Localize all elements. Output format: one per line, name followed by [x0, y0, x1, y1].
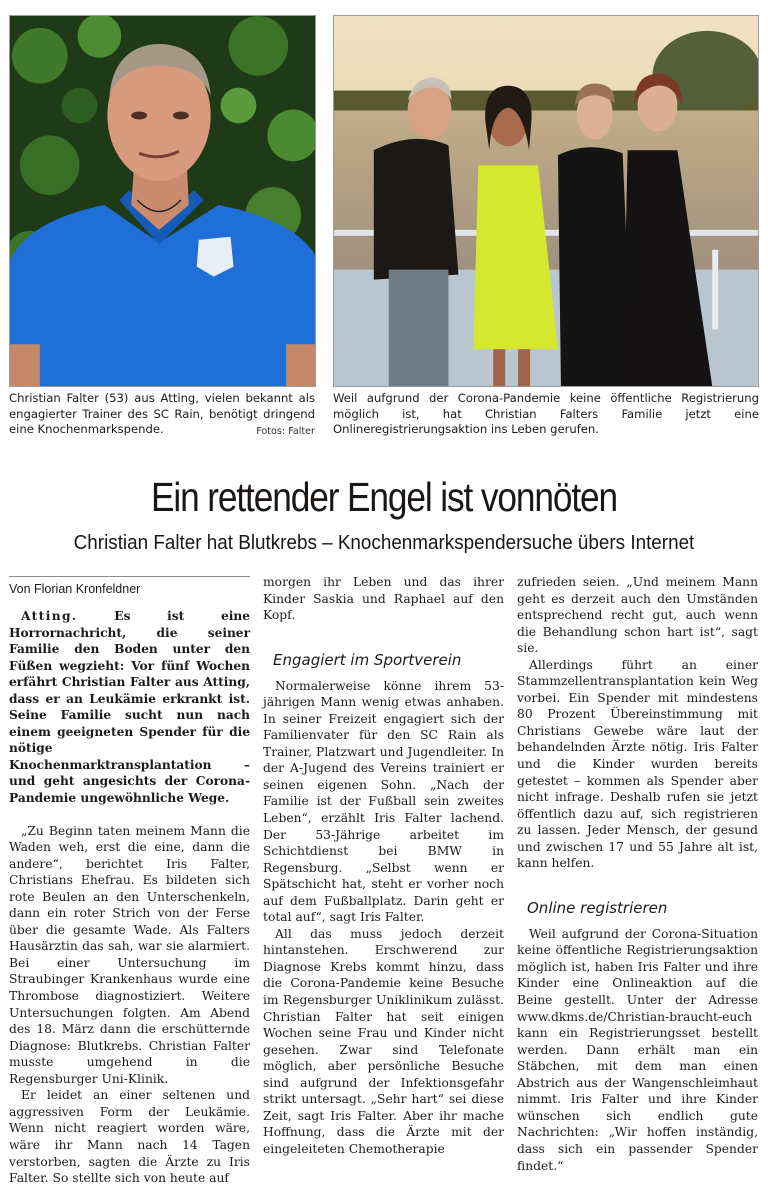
lead-text: Es ist eine Horrornachricht, die seiner Familie den Boden unter den Füßen wegzieht: Vor fünf Wochen erfährt Christian Falter aus Atting, dass er an Leukämie erkrankt ist. Seine Familie sucht nun nach einem geeigneten Spender für die nötige Knochenmarktransplantation – und geht angesichts der Corona-Pandemie ungewöhnliche Wege. [9, 609, 250, 806]
photo-caption-left [9, 391, 315, 440]
byline-divider [9, 576, 250, 577]
article-subheadline: Christian Falter hat Blutkrebs – Knochenmarkspendersuche übers Internet [73, 531, 695, 554]
paragraph: „Zu Beginn taten meinem Mann die Waden weh, erst die eine, dann die andere“, berichtet Iris Falter, Christians Ehefrau. Es bildeten sich rote Beulen an den Unterschenkeln, dann ein roter Strich von der Ferse über die gesamte Wade. Als Falters Hausärztin das sah, war sie alarmiert. Bei einer Untersuchung im Straubinger Krankenhaus wurde eine Thrombose diagnostiziert. Weitere Untersuchungen folgten. Am Abend des 18. März dann die erschütternde Diagnose: Blutkrebs. Christian Falter musste umgehend in die Regensburger Uni-Klinik. [9, 823, 250, 1086]
caption-text: Weil aufgrund der Corona-Pandemie keine öffentliche Registrierung möglich ist, hat Christian Falters Familie jetzt eine Onlineregistrierungsaktion ins Leben gerufen. [333, 391, 759, 436]
paragraph-continued: morgen ihr Leben und das ihrer Kinder Saskia und Raphael auf den Kopf. [263, 575, 504, 623]
article-headline: Ein rettender Engel ist vonnöten [150, 474, 618, 520]
article-column-1 [9, 574, 250, 1187]
section-heading: Online registrieren [527, 898, 668, 917]
article-column-2 [263, 574, 504, 1158]
byline: Von Florian Kronfeldner [9, 582, 141, 596]
caption-text: Christian Falter (53) aus Atting, vielen bekannt als engagierter Trainer des SC Rain, benötigt dringend eine Knochenmarkspende. [9, 391, 315, 436]
paragraph: Weil aufgrund der Corona-Situation keine öffentliche Registrierungsaktion möglich ist, haben Iris Falter und ihre Kinder eine Onlineaktion auf die Beine gestellt. Unter der Adresse www.dkms.de/Christian-braucht-euch kann ein Registrierungsset bestellt werden. Dann erhält man ein Stäbchen, mit dem man einen Abstrich aus der Wangenschleimhaut nimmt. Iris Falter und ihre Kinder wünschen sich endlich gute Nachrichten: „Wir hoffen inständig, dass sich ein passender Spender findet.“ [517, 926, 758, 1173]
paragraph: Normalerweise könne ihrem 53-jährigen Mann wenig etwas anhaben. In seiner Freizeit engagiert sich der Familienvater für den SC Rain als Trainer, Platzwart und Jugendleiter. In der A-Jugend des Vereins trainiert er seinen eigenen Sohn. „Nach der Familie ist der Fußball sein zweites Leben“, erzählt Iris Falter lachend. Der 53-Jährige arbeitet im Schichtdienst bei BMW in Regensburg. „Selbst wenn er Spätschicht hat, steht er vorher noch auf dem Fußballplatz. Darin geht er total auf“, sagt Iris Falter. [263, 678, 504, 925]
article-lead [9, 608, 250, 807]
portrait-image [10, 16, 315, 386]
photo-falter-family [333, 15, 759, 387]
paragraph: All das muss jedoch derzeit hintanstehen. Erschwerend zur Diagnose Krebs kommt hinzu, dass die Corona-Pandemie keine Besuche im Regensburger Uniklinikum zulässt. Christian Falter hat seit einigen Wochen seine Frau und Kinder nicht gesehen. Zwar sind Telefonate möglich, aber persönliche Besuche sind aufgrund der Infektionsgefahr strikt untersagt. „Sehr hart“ sei diese Zeit, sagt Iris Falter. Aber ihr mache Hoffnung, dass die Ärzte mit der eingeleiteten Chemotherapie [263, 926, 504, 1156]
family-image [334, 16, 758, 386]
photo-caption-right [333, 391, 759, 438]
article-column-3 [517, 574, 758, 1174]
dateline: Atting. [21, 609, 78, 623]
photo-christian-falter [9, 15, 316, 387]
section-heading: Engagiert im Sportverein [273, 650, 462, 669]
photo-credit: Fotos: Falter [256, 426, 315, 437]
paragraph: Er leidet an einer seltenen und aggressiven Form der Leukämie. Wenn nicht reagiert worden wäre, wäre ihr Mann nach 14 Tagen verstorben, sagten die Ärzte zu Iris Falter. So stellte sich von heute auf [9, 1088, 250, 1186]
paragraph-continued: zufrieden seien. „Und meinem Mann geht es derzeit auch den Umständen entsprechend recht gut, auch wenn die Behandlung schon hart ist“, sagt sie. [517, 575, 758, 656]
paragraph: Allerdings führt an einer Stammzellentransplantation kein Weg vorbei. Ein Spender mit mindestens 80 Prozent Übereinstimmung mit Christians Gewebe wäre laut der behandelnden Ärzte nötig. Iris Falter und die Kinder wurden bereits getestet – kommen als Spender aber nicht infrage. Deshalb rufen sie jetzt öffentlich dazu auf, sich registrieren zu lassen. Jeder Mensch, der gesund und zwischen 17 und 55 Jahre alt ist, kann helfen. [517, 657, 758, 871]
